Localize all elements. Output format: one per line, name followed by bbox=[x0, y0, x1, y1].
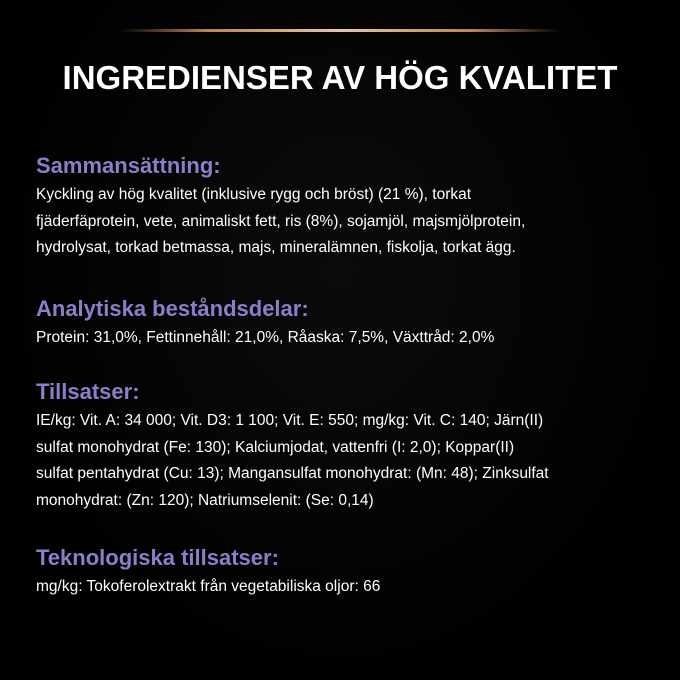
body-line: mg/kg: Tokoferolextrakt från vegetabiliska oljor: 66 bbox=[36, 578, 381, 595]
decorative-gold-rule bbox=[120, 29, 560, 32]
section-heading-composition: Sammansättning: bbox=[36, 153, 221, 178]
body-line: IE/kg: Vit. A: 34 000; Vit. D3: 1 100; Vit. E: 550; mg/kg: Vit. C: 140; Järn(II) bbox=[36, 412, 544, 429]
section-body-analytical bbox=[36, 325, 656, 352]
section-analytical bbox=[36, 295, 656, 352]
section-additives bbox=[36, 378, 656, 514]
body-line: fjäderfäprotein, vete, animaliskt fett, ris (8%), sojamjöl, majsmjölprotein, bbox=[36, 212, 526, 230]
section-body-technological bbox=[36, 574, 656, 601]
body-line: Protein: 31,0%, Fettinnehåll: 21,0%, Råaska: 7,5%, Växttråd: 2,0% bbox=[36, 329, 495, 346]
section-heading-technological: Teknologiska tillsatser: bbox=[36, 545, 279, 570]
body-line: Kyckling av hög kvalitet (inklusive rygg och bröst) (21 %), torkat bbox=[36, 186, 472, 203]
section-heading-analytical: Analytiska beståndsdelar: bbox=[36, 296, 309, 321]
page-title: INGREDIENSER AV HÖG KVALITET bbox=[62, 59, 618, 96]
body-line: sulfat monohydrat (Fe: 130); Kalciumjodat, vattenfri (I: 2,0); Koppar(II) bbox=[36, 438, 515, 456]
section-technological bbox=[36, 544, 656, 601]
section-body-additives bbox=[36, 408, 656, 514]
body-line: sulfat pentahydrat (Cu: 13); Mangansulfat monohydrat: (Mn: 48); Zinksulfat bbox=[36, 465, 549, 482]
body-line: monohydrat: (Zn: 120); Natriumselenit: (Se: 0,14) bbox=[36, 491, 374, 509]
section-body-composition bbox=[36, 182, 656, 262]
section-heading-additives: Tillsatser: bbox=[36, 379, 140, 404]
body-line: hydrolysat, torkad betmassa, majs, mineralämnen, fiskolja, torkat ägg. bbox=[36, 239, 516, 256]
section-composition bbox=[36, 152, 656, 262]
